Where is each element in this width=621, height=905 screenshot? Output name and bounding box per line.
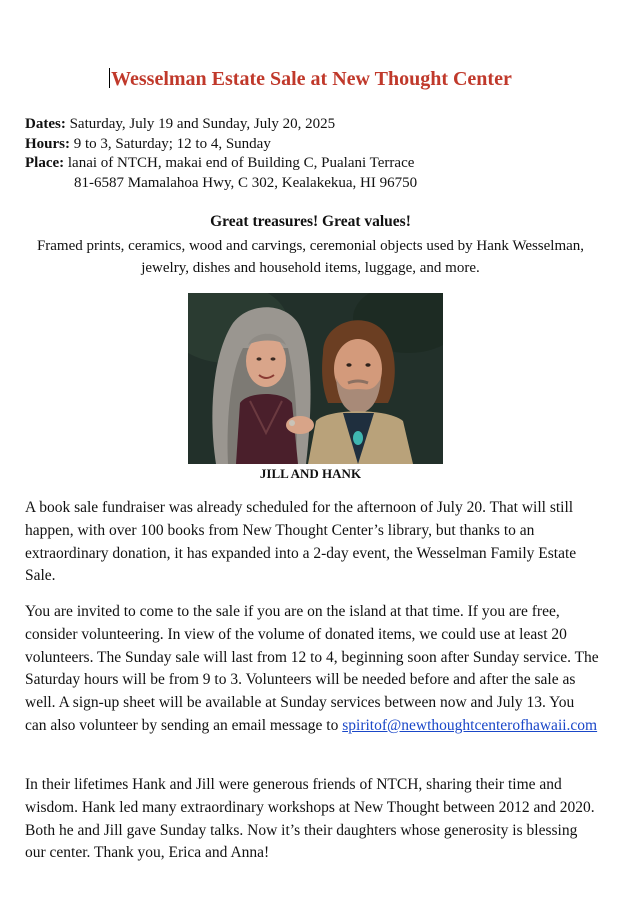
paragraph-thanks: In their lifetimes Hank and Jill were generous friends of NTCH, sharing their time and wisdom. Hank led many extraordinary workshops at New Thought between 2012 and 2020. Both he and Jill gave Sunday talks. Now it’s their daughters whose generosity is blessing our center. Thank you, Erica and Anna!	[25, 776, 595, 862]
headline: Great treasures! Great values!	[210, 213, 411, 230]
email-link[interactable]: spiritof@newthoughtcenterofhawaii.com	[342, 716, 598, 734]
page-title-text: Wesselman Estate Sale at New Thought Center	[111, 68, 512, 90]
hours-value: 9 to 3, Saturday; 12 to 4, Sunday	[73, 135, 271, 152]
jill-and-hank-photo	[188, 293, 443, 464]
text-cursor	[109, 68, 110, 88]
event-details	[25, 115, 417, 193]
hours-line	[25, 135, 417, 155]
items-description: Framed prints, ceramics, wood and carvings, ceremonial objects used by Hank Wesselman, jewelry, dishes and household items, luggage, and more.	[36, 238, 585, 276]
photo-illustration	[188, 293, 443, 464]
address-line: 81-6587 Mamalahoa Hwy, C 302, Kealakekua, HI 96750	[74, 174, 418, 191]
paragraph-volunteer-text: You are invited to come to the sale if you are on the island at that time. If you are free, consider volunteering. In view of the volume of donated items, we could use at least 20 volunteers. The Sunday sale will last from 12 to 4, beginning soon after Sunday service. The Saturday hours will be from 9 to 3. Volunteers will be needed before and after the sale as well. A sign-up sheet will be available at Sunday services between now and July 13. You can also volunteer by sending an email message to	[25, 603, 599, 734]
place-line	[25, 154, 417, 174]
dates-label: Dates:	[25, 116, 66, 132]
page-title	[0, 68, 621, 91]
paragraph-book-sale: A book sale fundraiser was already scheduled for the afternoon of July 20. That will still happen, with over 100 books from New Thought Center’s library, but thanks to an extraordinary donation, it has expanded into a 2-day event, the Wesselman Family Estate Sale.	[25, 499, 577, 585]
dates-value: Saturday, July 19 and Sunday, July 20, 2025	[69, 116, 336, 132]
hours-label: Hours:	[25, 135, 70, 152]
place-label: Place:	[25, 155, 65, 171]
place-value: lanai of NTCH, makai end of Building C, Pualani Terrace	[67, 155, 415, 171]
paragraph-volunteer	[25, 601, 599, 738]
photo-caption: JILL AND HANK	[259, 466, 362, 481]
dates-line	[25, 115, 417, 135]
